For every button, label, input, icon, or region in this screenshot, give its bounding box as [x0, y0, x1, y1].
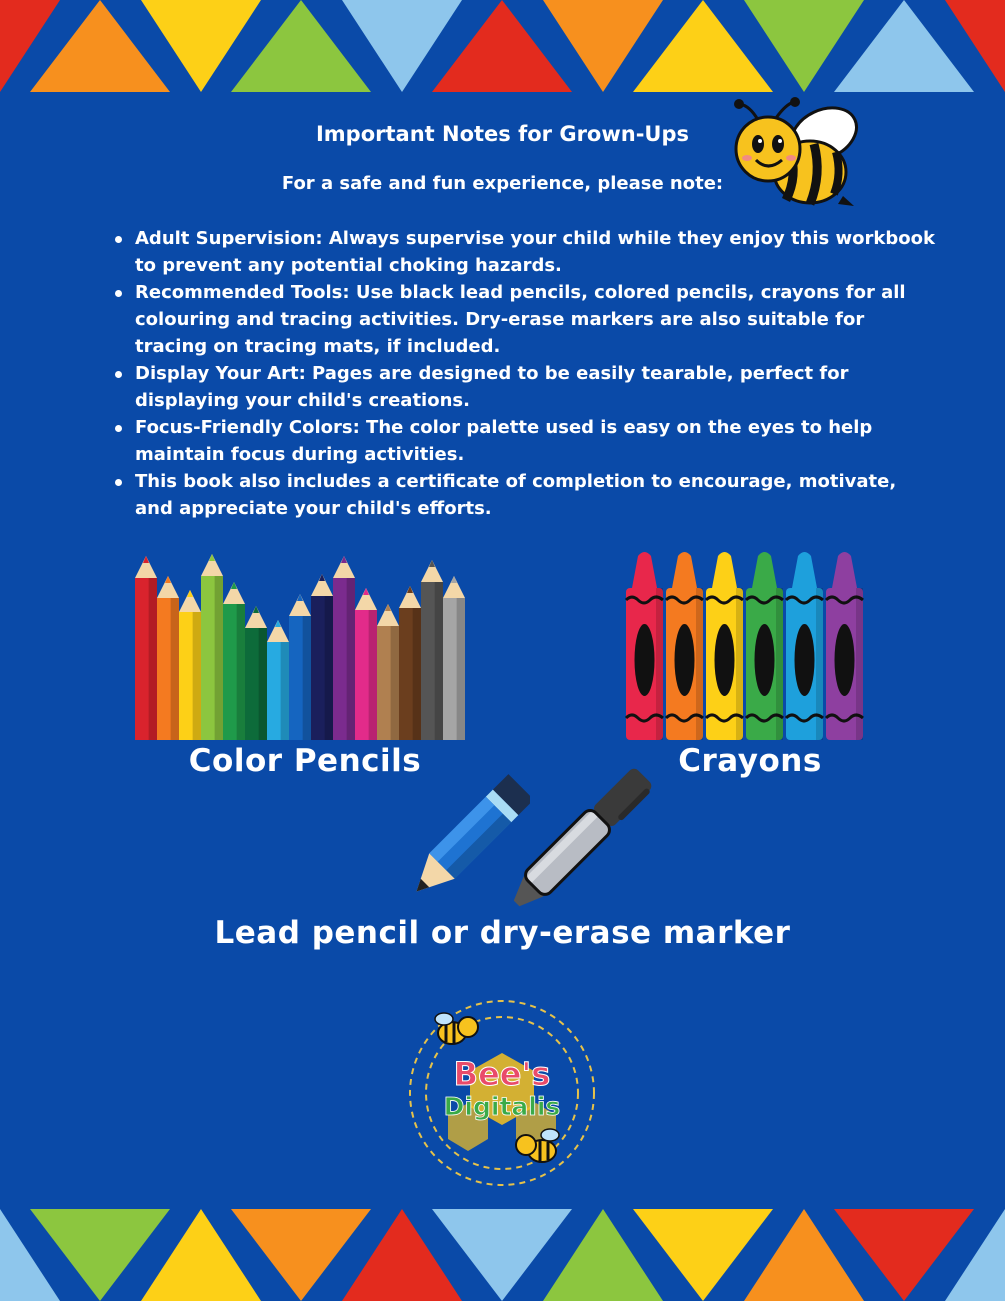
honeycomb-logo-icon [402, 995, 602, 1190]
color-pencil [267, 620, 289, 740]
color-pencil [355, 588, 377, 740]
logo-line2: Digitalis [443, 1092, 561, 1121]
bunting-flag [834, 1209, 974, 1301]
color-pencil [201, 554, 223, 740]
page-subtitle: For a safe and fun experience, please note: [281, 173, 724, 194]
color-pencil [399, 586, 421, 740]
crayons-icon [622, 548, 867, 740]
writing-tools-label: Lead pencil or dry-erase marker [214, 915, 791, 951]
color-pencil [179, 590, 201, 740]
list-item: Recommended Tools: Use black lead pencils, colored pencils, crayons for all colouring and tracing activities. Dry-erase markers are also suitable for tracing on tracing mats, if included. [135, 279, 935, 360]
list-item: This book also includes a certificate of completion to encourage, motivate, and appreciate your child's efforts. [135, 468, 935, 522]
bunting-flag [231, 1209, 371, 1301]
crayon [666, 552, 703, 740]
bunting-bottom [0, 1206, 1005, 1301]
list-item: Adult Supervision: Always supervise your child while they enjoy this workbook to prevent any potential choking hazards. [135, 225, 935, 279]
crayon [786, 552, 823, 740]
bunting-flag [633, 1209, 773, 1301]
color-pencil [245, 606, 267, 740]
page-title: Important Notes for Grown-Ups [315, 122, 690, 146]
color-pencil [421, 560, 443, 740]
color-pencils-icon [135, 548, 475, 740]
color-pencil [135, 556, 157, 740]
color-pencil [223, 582, 245, 740]
color-pencil [377, 604, 399, 740]
color-pencil [311, 574, 333, 740]
crayon [746, 552, 783, 740]
logo-line1: Bee's [453, 1055, 551, 1093]
crayon [706, 552, 743, 740]
color-pencil [443, 576, 465, 740]
crayons-label: Crayons [678, 743, 822, 779]
notes-list [110, 225, 935, 522]
color-pencil [333, 556, 355, 740]
bunting-flag [432, 1209, 572, 1301]
crayon [626, 552, 663, 740]
color-pencils-label: Color Pencils [188, 743, 422, 779]
bunting-top [0, 0, 1005, 95]
bee-icon [728, 96, 863, 214]
list-item: Focus-Friendly Colors: The color palette used is easy on the eyes to help maintain focus during activities. [135, 414, 935, 468]
bunting-flag [30, 1209, 170, 1301]
marker-icon [500, 768, 652, 920]
color-pencil [157, 576, 179, 740]
crayon [826, 552, 863, 740]
list-item: Display Your Art: Pages are designed to be easily tearable, perfect for displaying your child's creations. [135, 360, 935, 414]
color-pencil [289, 594, 311, 740]
